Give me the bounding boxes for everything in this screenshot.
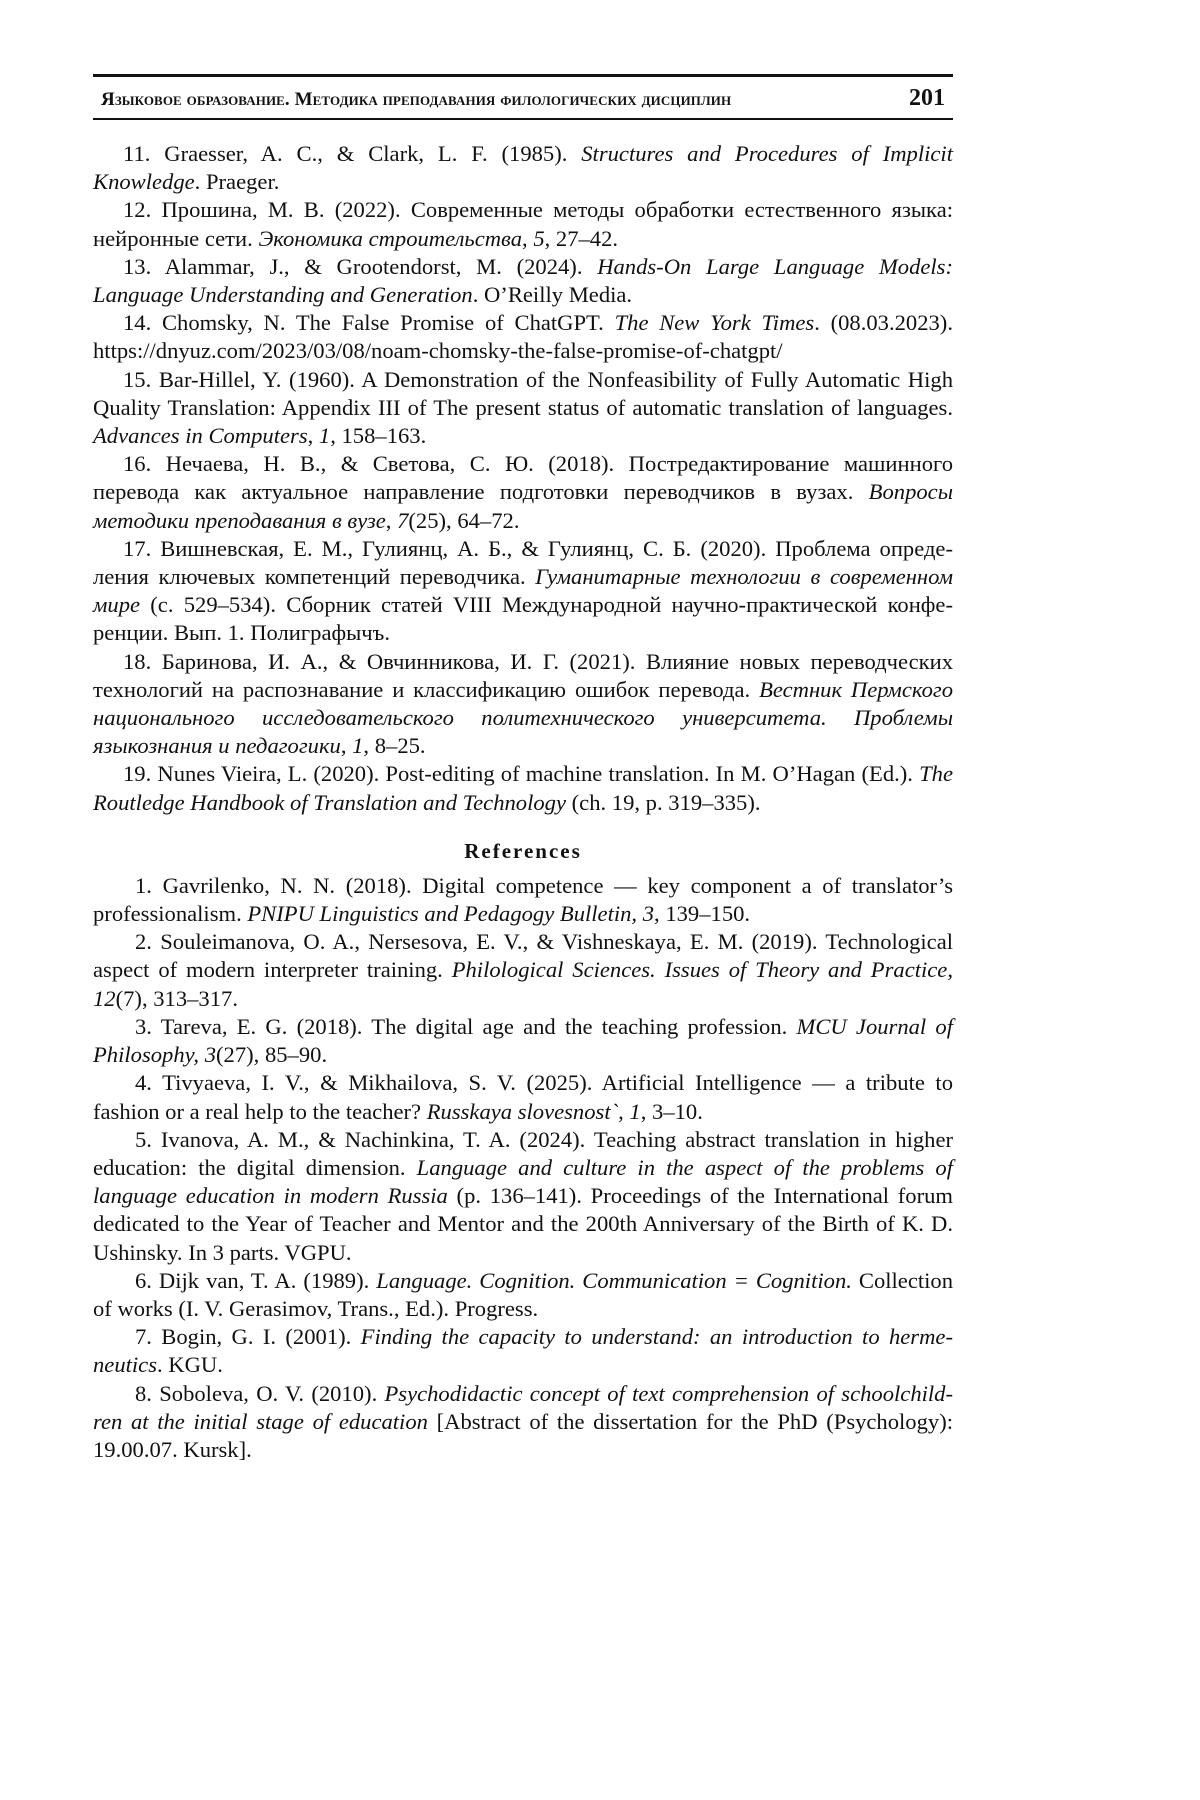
reference-text-segment: (7), 313–317. (115, 985, 238, 1011)
reference-italic-segment: The Routledge Handbook of Translation and Technology (93, 761, 953, 815)
running-header (93, 77, 953, 118)
reference-italic-segment: PNIPU Linguistics and Pedagogy Bulletin, 3 (247, 901, 655, 927)
reference-text-segment: (с. 529–534). Сборник статей VIII Международной научно-практической конференции. Вып. 1. Полиграфычъ. (93, 592, 953, 646)
reference-text-segment: 16. Нечаева, Н. В., & Светова, С. Ю. (2018). Постредактирование машинного перевода как актуальное направление подготовки переводчиков в вузах. (93, 451, 953, 505)
reference-text-segment: 17. Вишневская, Е. М., Гулиянц, А. Б., & Гулиянц, С. Б. (2020). Проблема определения ключевых компетенций переводчика. (93, 535, 953, 590)
reference-italic-segment: Philological Sciences. Issues of Theory and Practice, 12 (93, 957, 953, 1011)
reference-text-segment: 2. Souleimanova, O. A., Nersesova, E. V., & Vishneskaya, E. M. (2019). Technological aspect of modern interpreter training. (93, 929, 953, 983)
reference-text-segment: 11. Graesser, A. C., & Clark, L. F. (1985). (123, 141, 582, 166)
reference-italic-segment: Psychodidactic concept of text comprehension of schoolchildren at the initial stage of education (93, 1380, 953, 1434)
reference-text-segment: , (307, 423, 319, 449)
reference-entry (93, 1323, 953, 1379)
reference-text-segment: 14. Chomsky, N. The False Promise of ChatGPT. (123, 310, 615, 336)
reference-entry (93, 760, 953, 816)
reference-text-segment: , 139–150. (654, 901, 751, 927)
reference-italic-segment: Russkaya slovesnost`, 1 (426, 1098, 641, 1124)
reference-text-segment: , (385, 507, 398, 533)
reference-italic-segment: Гуманитарные технологии в современном мире (93, 564, 953, 618)
reference-entry (93, 309, 953, 365)
reference-entry (93, 1069, 953, 1125)
reference-entry (93, 1267, 953, 1323)
reference-italic-segment: Вестник Пермского национального исследовательского политехнического университета. Проблемы языкознания и педагогики (93, 676, 953, 759)
reference-text-segment: . O’Reilly Media. (472, 282, 633, 308)
reference-text-segment: , (522, 225, 534, 251)
reference-text-segment: (p. 136–141). Proceedings of the International forum dedicated to the Year of Teacher and Mentor and the 200th Anniversary of the Birth of K. D. Ushinsky. In 3 parts. VGPU. (93, 1183, 953, 1265)
references-section-title: References (464, 838, 582, 863)
reference-text-segment: 1. Gavrilenko, N. N. (2018). Digital competence — key component a of translator’s professionalism. (93, 872, 953, 927)
reference-text-segment: 3. Tareva, E. G. (2018). The digital age and the teaching profession. (135, 1013, 797, 1039)
reference-text-segment: , 3–10. (640, 1098, 703, 1124)
reference-entry (93, 872, 953, 928)
reference-italic-segment: 1 (318, 423, 331, 449)
reference-entry (93, 648, 953, 761)
reference-text-segment: . KGU. (157, 1352, 223, 1378)
reference-text-segment: Collection of works (I. V. Gerasimov, Trans., Ed.). Progress. (93, 1267, 954, 1321)
reference-entry (93, 1013, 953, 1069)
reference-text-segment: 18. Баринова, И. А., & Овчинникова, И. Г. (2021). Влияние новых переводческих технологий на распознавание и классификацию ошибок перевода. (93, 648, 953, 702)
reference-text-segment: . (08.03.2023). https://dnyuz.com/2023/03/08/noam-chomsky-the-false-promise-of-chatgpt/ (93, 310, 953, 364)
reference-text-segment: 4. Tivyaeva, I. V., & Mikhailova, S. V. (2025). Artificial Intelligence — a tribute to fashion or a real help to the teacher? (93, 1070, 953, 1124)
reference-italic-segment: Finding the capacity to understand: an introduction to hermeneutics (93, 1324, 953, 1378)
reference-list-russian (93, 140, 953, 817)
reference-text-segment: , 8–25. (363, 733, 426, 759)
reference-text-segment: 12. Прошина, М. В. (2022). Современные методы обработки естественного языка: нейронные сети. (93, 197, 953, 251)
reference-entry (93, 253, 953, 309)
reference-italic-segment: 7 (397, 507, 409, 533)
reference-italic-segment: Language. Cognition. Communication = Cognition. (376, 1267, 852, 1293)
reference-text-segment: , (340, 733, 353, 759)
reference-text-segment: 6. Dijk van, T. A. (1989). (135, 1267, 377, 1293)
reference-italic-segment: Structures and Procedures of Implicit Knowledge (93, 141, 953, 195)
reference-entry (93, 1126, 953, 1267)
reference-entry (93, 140, 953, 196)
reference-text-segment: . Praeger. (194, 169, 280, 195)
reference-list-english (93, 872, 953, 1464)
reference-italic-segment: Advances in Computers (93, 423, 308, 449)
reference-text-segment: 7. Bogin, G. I. (2001). (135, 1324, 361, 1350)
reference-italic-segment: Вопросы методики преподавания в вузе (93, 479, 953, 533)
reference-text-segment: 13. Alammar, J., & Grootendorst, M. (2024). (123, 253, 598, 279)
reference-italic-segment: MCU Journal of Philosophy, 3 (93, 1013, 953, 1068)
reference-italic-segment: Language and culture in the aspect of the problems of language education in modern Russia (93, 1154, 953, 1209)
reference-text-segment: (25), 64–72. (408, 507, 520, 533)
reference-entry (93, 928, 953, 1013)
reference-entry (93, 366, 953, 451)
journal-page (93, 74, 953, 1464)
reference-text-segment: , 27–42. (544, 225, 619, 251)
reference-text-segment: [Abstract of the dissertation for the PhD (Psychology): 19.00.07. Kursk]. (93, 1408, 953, 1462)
header-bottom-rule (93, 118, 953, 120)
reference-text-segment: 19. Nunes Vieira, L. (2020). Post-editing of machine translation. In M. O’Hagan (Ed.). (123, 761, 920, 787)
reference-italic-segment: 1 (352, 733, 364, 759)
running-header-title: Языковое образование. Методика преподавания филологических дисциплин (101, 89, 732, 110)
reference-text-segment: 5. Ivanova, A. M., & Nachinkina, T. A. (2024). Teaching abstract translation in higher education: the digital dimension. (93, 1126, 953, 1180)
reference-entry (93, 535, 953, 648)
reference-text-segment: (ch. 19, p. 319–335). (566, 789, 761, 815)
reference-entry (93, 196, 953, 252)
reference-text-segment: , 158–163. (330, 423, 427, 449)
reference-italic-segment: Экономика строительства (258, 225, 523, 251)
reference-text-segment: 8. Soboleva, O. V. (2010). (135, 1380, 385, 1406)
reference-text-segment: (27), 85–90. (216, 1042, 328, 1068)
reference-text-segment: 15. Bar-Hillel, Y. (1960). A Demonstration of the Nonfeasibility of Fully Automatic High Quality Translation: Appendix III of The present status of automatic translation of languages. (93, 366, 953, 420)
reference-italic-segment: 5 (533, 225, 545, 251)
page-number: 201 (909, 85, 945, 111)
reference-entry (93, 1380, 953, 1465)
reference-italic-segment: The New York Times (614, 310, 815, 336)
reference-entry (93, 450, 953, 535)
reference-italic-segment: Hands-On Large Language Models: Language Understanding and Generation (93, 253, 954, 308)
